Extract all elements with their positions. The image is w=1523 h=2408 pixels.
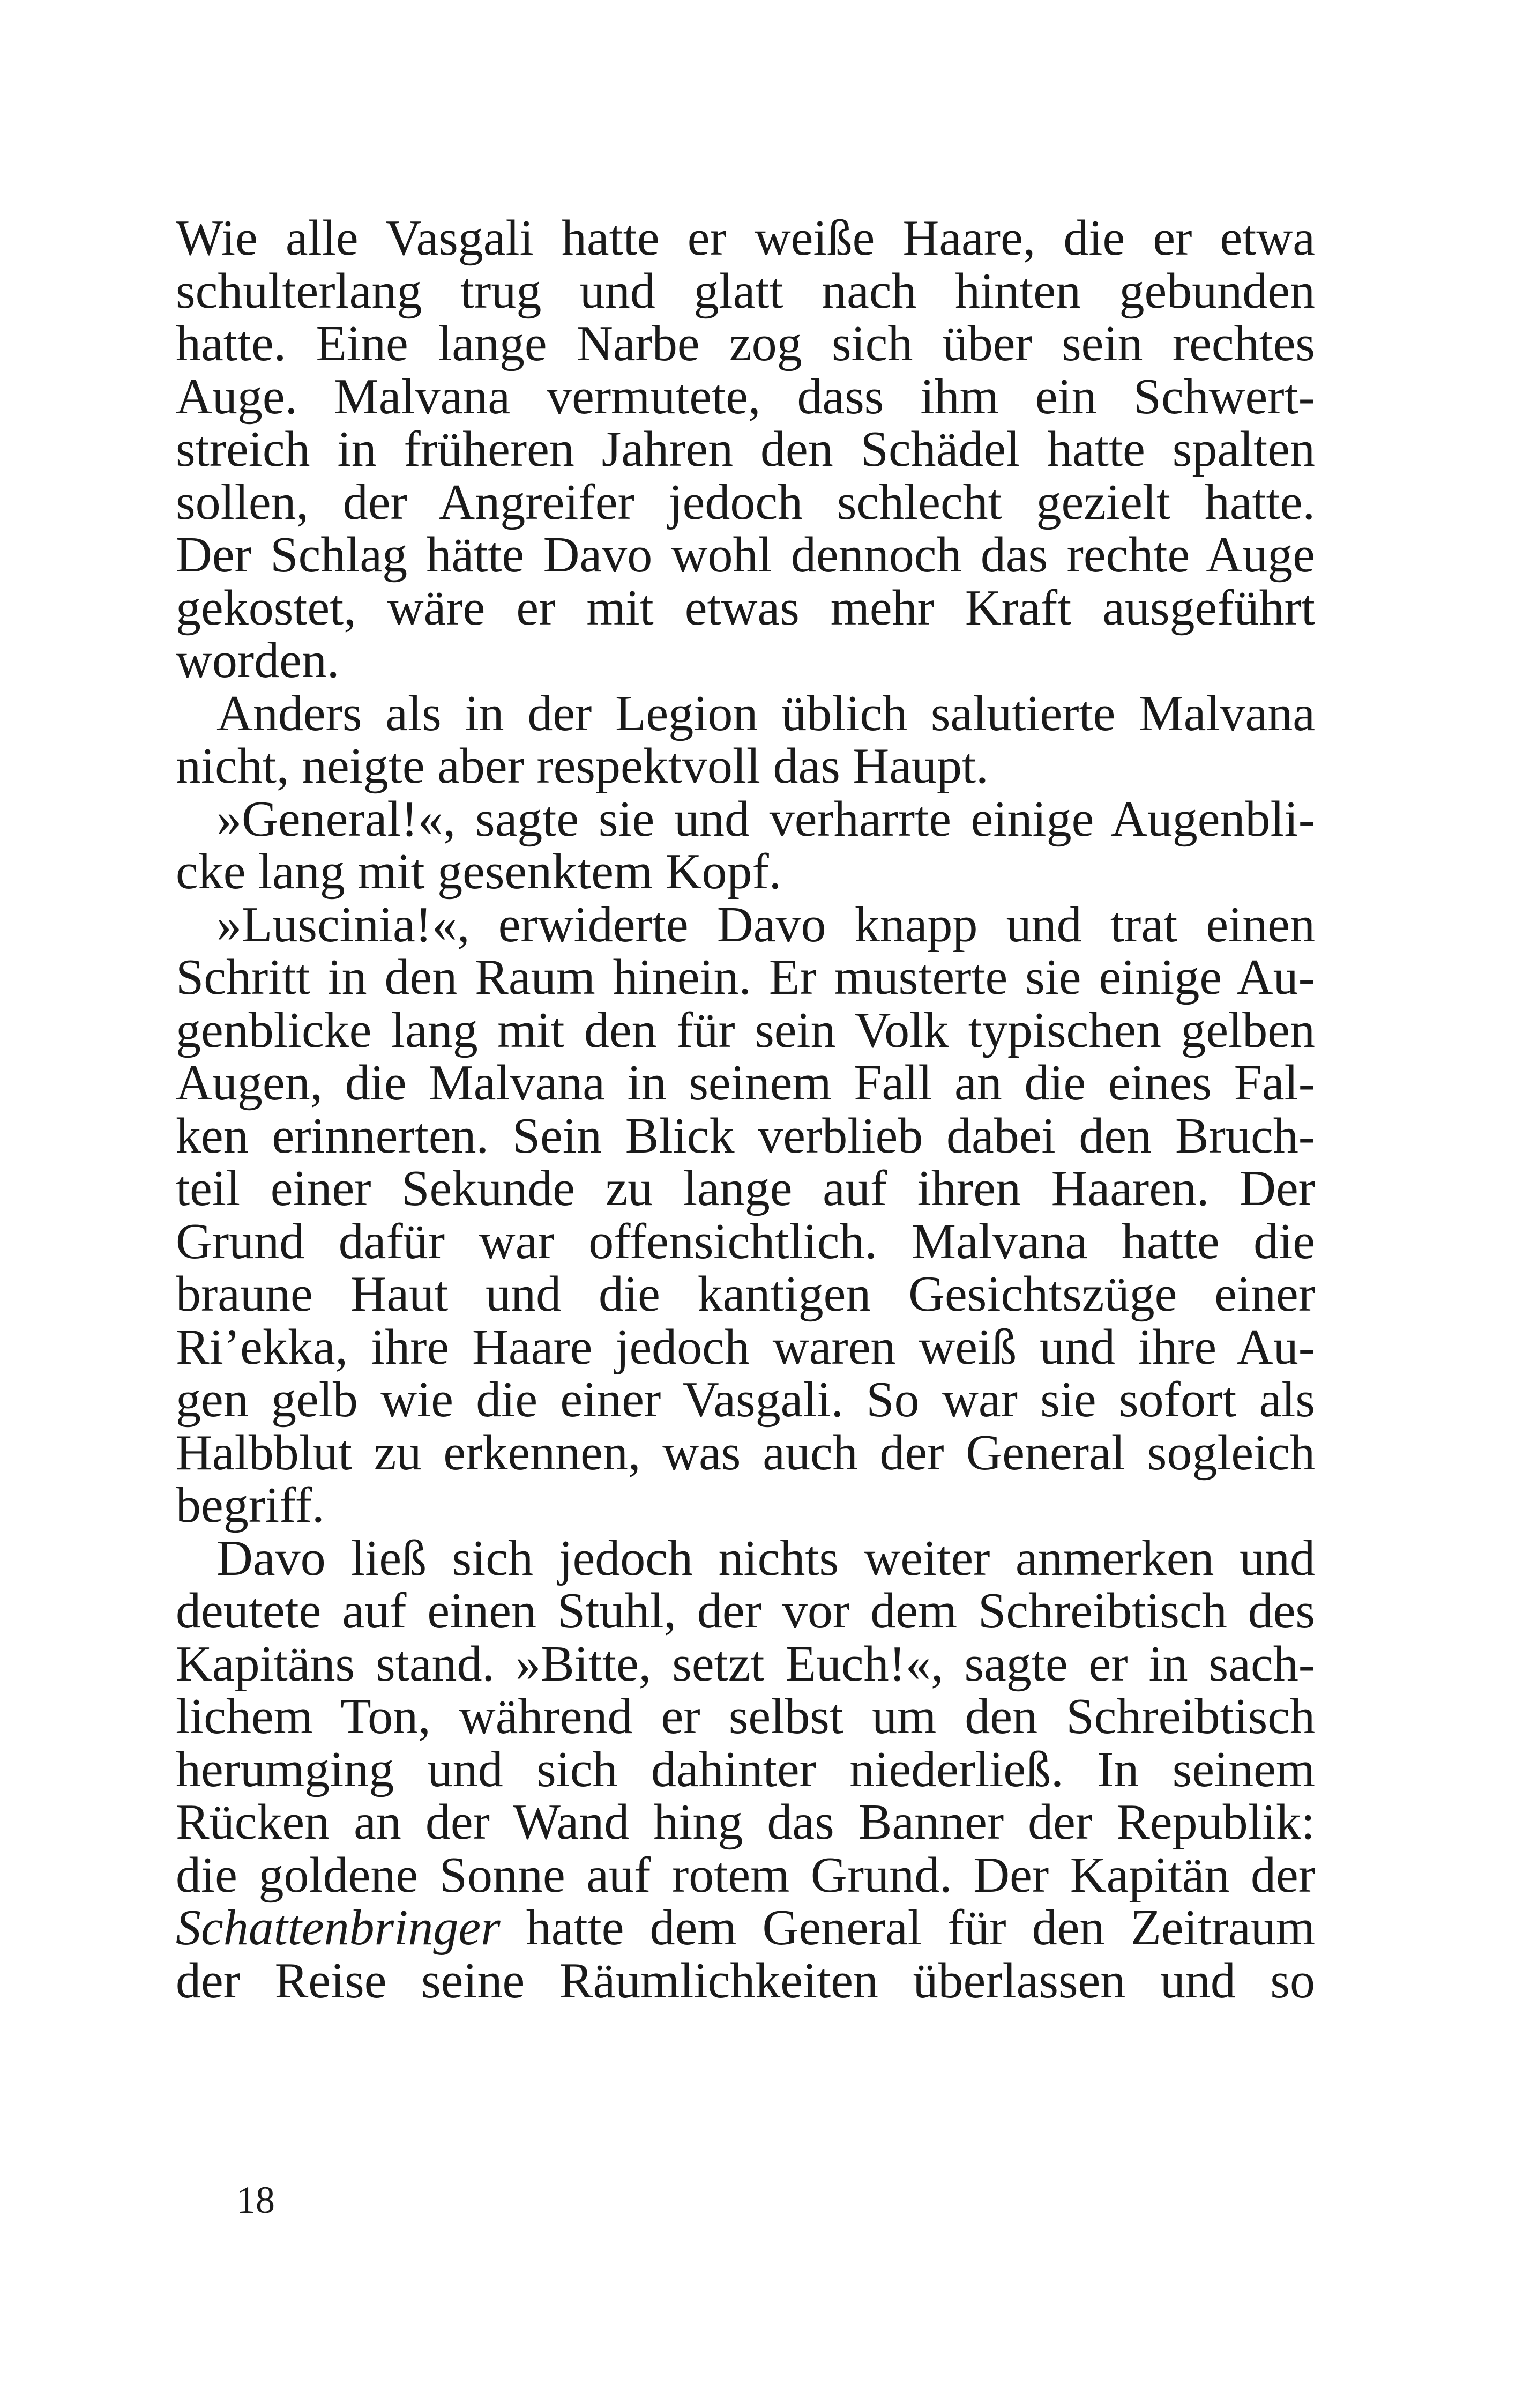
text-line: worden. [176,633,340,688]
text-line: nicht, neigte aber respektvoll das Haupt. [176,738,989,794]
text-line: Wie alle Vasgali hatte er weiße Haare, die er etwa [176,210,1315,266]
text-line: Davo ließ sich jedoch nichts weiter anmerken und [216,1530,1315,1586]
text-line [176,1901,1315,1954]
text-line: Anders als in der Legion üblich salutierte Malvana [216,685,1315,741]
text-line: Schritt in den Raum hinein. Er musterte sie einige Au- [176,949,1315,1005]
text-line: herumging und sich dahinter niederließ. In seinem [176,1741,1315,1797]
text-line-rest: hatte dem General für den Zeitraum [500,1900,1315,1956]
text-line: lichem Ton, während er selbst um den Schreibtisch [176,1689,1315,1744]
text-line: Der Schlag hätte Davo wohl dennoch das rechte Auge [176,527,1315,583]
text-line: deutete auf einen Stuhl, der vor dem Schreibtisch des [176,1583,1315,1639]
text-line: Grund dafür war offensichtlich. Malvana hatte die [176,1213,1315,1269]
text-line: der Reise seine Räumlichkeiten überlassen und so [176,1952,1315,2009]
text-line: »Luscinia!«, erwiderte Davo knapp und trat einen [216,896,1315,953]
text-line: ken erinnerten. Sein Blick verblieb dabei den Bruch- [176,1108,1315,1164]
text-line: Auge. Malvana vermutete, dass ihm ein Schwert- [176,368,1315,425]
text-line: braune Haut und die kantigen Gesichtszüge einer [176,1266,1315,1322]
text-line: die goldene Sonne auf rotem Grund. Der Kapitän der [176,1847,1315,1903]
text-line: Augen, die Malvana in seinem Fall an die eines Fal- [176,1055,1315,1111]
text-line: Halbblut zu erkennen, was auch der General sogleich [176,1424,1315,1481]
text-line: gen gelb wie die einer Vasgali. So war sie sofort als [176,1372,1315,1428]
text-line: gekostet, wäre er mit etwas mehr Kraft ausgeführt [176,579,1315,636]
body-text [176,212,1315,2007]
text-line: teil einer Sekunde zu lange auf ihren Haaren. Der [176,1161,1315,1216]
text-line: cke lang mit gesenktem Kopf. [176,844,782,900]
text-line: streich in früheren Jahren den Schädel hatte spalten [176,421,1315,477]
text-line: genblicke lang mit den für sein Volk typischen gelben [176,1002,1315,1058]
ship-name: Schattenbringer [176,1900,501,1956]
text-line: Rücken an der Wand hing das Banner der Republik: [176,1794,1315,1850]
text-line: Ri’ekka, ihre Haare jedoch waren weiß und ihre Au- [176,1319,1315,1375]
text-line: schulterlang trug und glatt nach hinten gebunden [176,263,1315,319]
text-line: sollen, der Angreifer jedoch schlecht gezielt hatte. [176,474,1315,530]
text-line: »General!«, sagte sie und verharrte einige Augenbli- [216,791,1315,847]
text-line: Kapitäns stand. »Bitte, setzt Euch!«, sagte er in sach- [176,1636,1315,1692]
text-line: begriff. [176,1477,325,1533]
page-number: 18 [236,2179,275,2221]
text-line: hatte. Eine lange Narbe zog sich über sein rechtes [176,316,1315,371]
